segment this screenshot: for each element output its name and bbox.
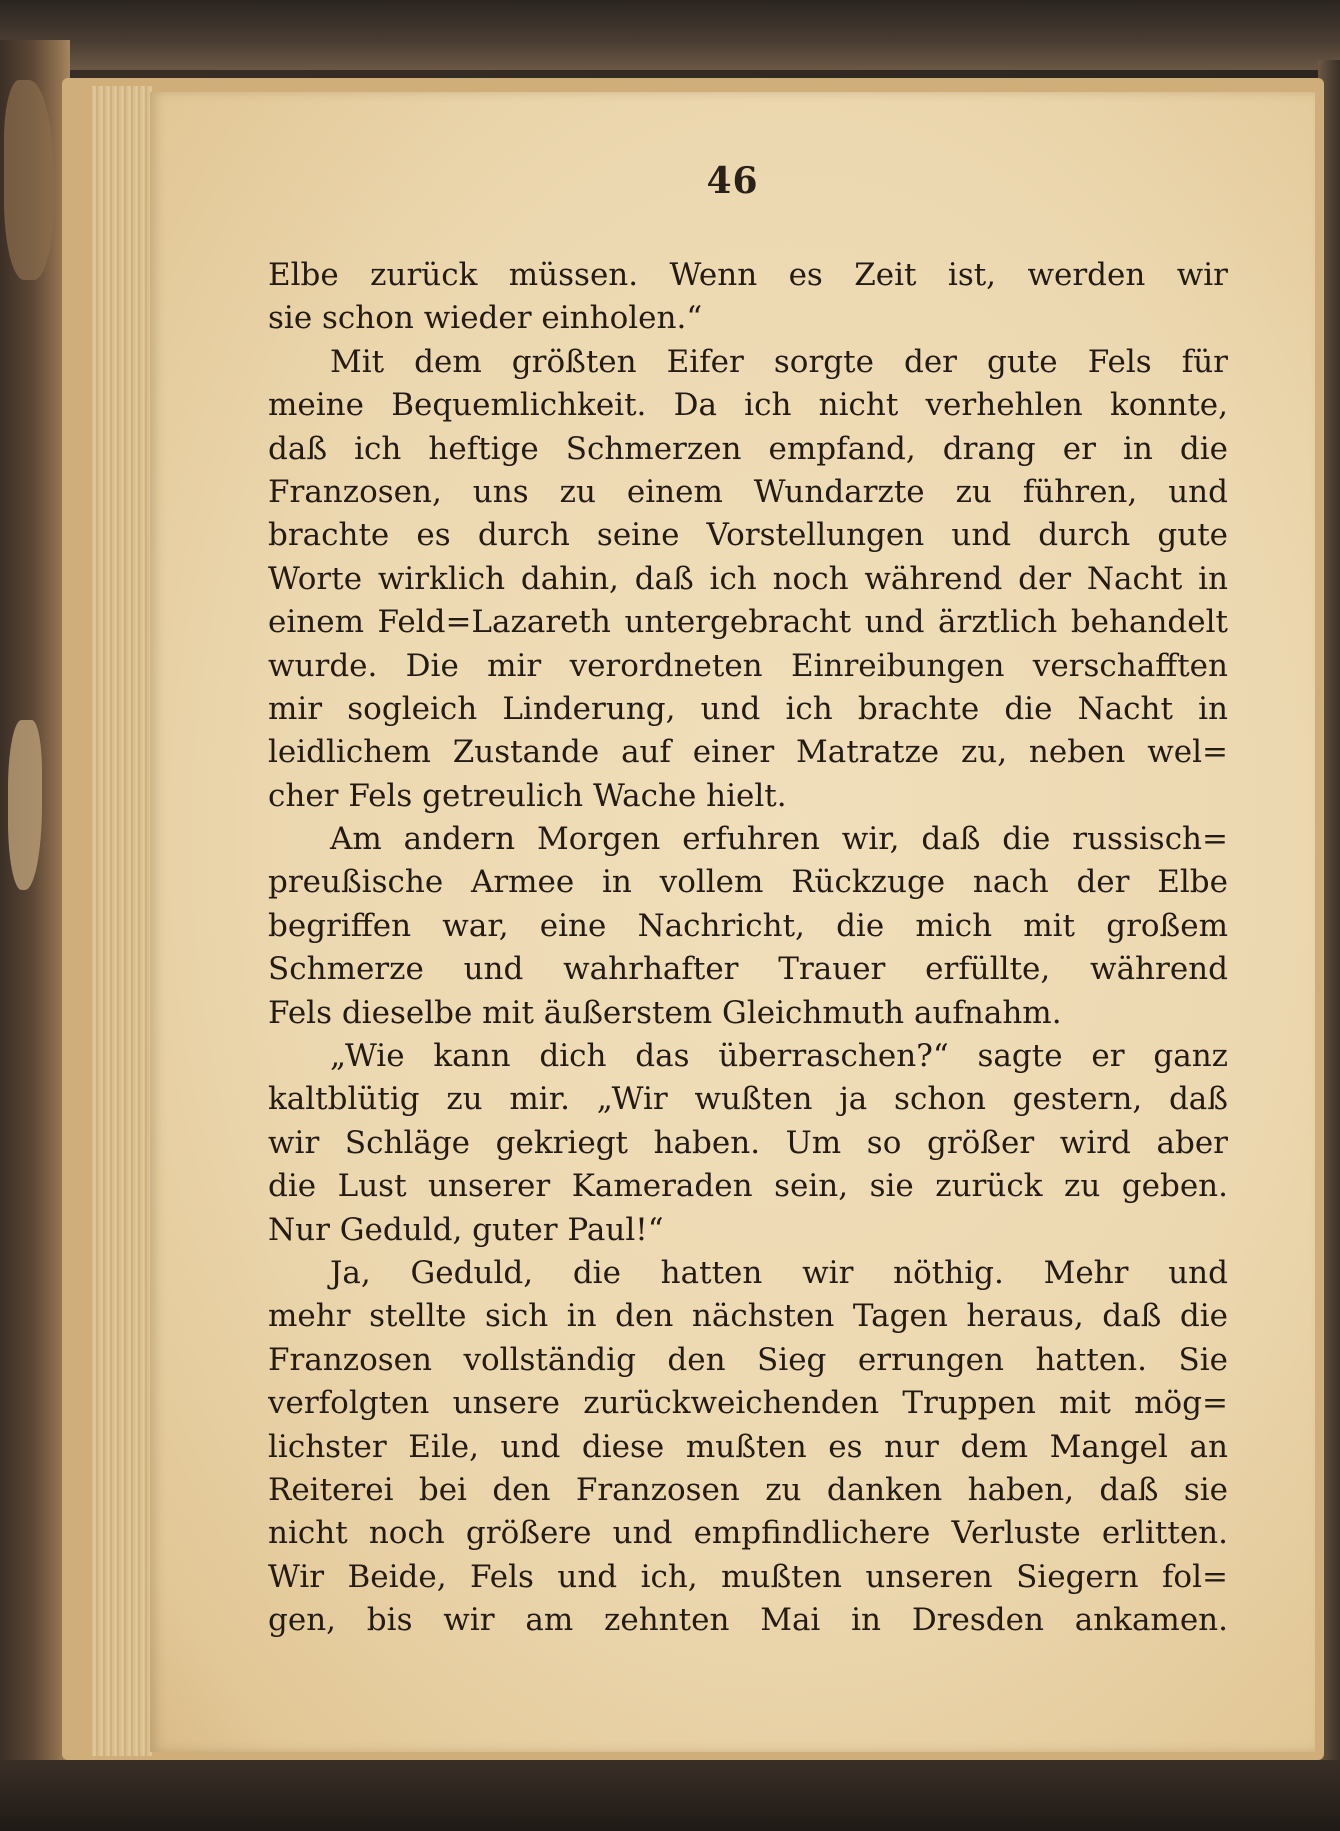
body-text <box>268 254 1228 1643</box>
page-edges <box>92 86 152 1756</box>
text-line: Schmerze und wahrhafter Trauer erfüllte, während <box>268 951 1228 988</box>
text-line: wir Schläge gekriegt haben. Um so größer wird aber <box>268 1124 1228 1161</box>
text-line: die Lust unserer Kameraden sein, sie zurück zu geben. <box>268 1168 1228 1205</box>
text-line: Wir Beide, Fels und ich, mußten unseren Siegern fol= <box>268 1558 1228 1595</box>
text-line: nicht noch größere und empfindlichere Verluste erlitten. <box>268 1515 1228 1552</box>
text-line: kaltblütig zu mir. „Wir wußten ja schon gestern, daß <box>268 1081 1228 1118</box>
text-line: brachte es durch seine Vorstellungen und durch gute <box>268 517 1228 554</box>
book-cover-spine <box>0 40 70 1831</box>
text-line: lichster Eile, und diese mußten es nur dem Mangel an <box>268 1428 1228 1465</box>
text-line: gen, bis wir am zehnten Mai in Dresden ankamen. <box>268 1602 1228 1639</box>
text-line: cher Fels getreulich Wache hielt. <box>268 777 787 814</box>
text-line: wurde. Die mir verordneten Einreibungen verschafften <box>268 647 1228 684</box>
text-line: mir sogleich Linderung, und ich brachte die Nacht in <box>268 690 1228 727</box>
text-line: Worte wirklich dahin, daß ich noch während der Nacht in <box>268 560 1228 597</box>
book-page <box>150 92 1315 1752</box>
text-line: begriffen war, eine Nachricht, die mich mit großem <box>268 907 1228 944</box>
text-line: Nur Geduld, guter Paul!“ <box>268 1211 664 1248</box>
cover-wear-mark <box>8 720 42 890</box>
text-line: leidlichem Zustande auf einer Matratze zu, neben wel= <box>268 734 1228 771</box>
text-line: Mit dem größten Eifer sorgte der gute Fels für <box>330 343 1228 380</box>
text-line: Fels dieselbe mit äußerstem Gleichmuth aufnahm. <box>268 994 1062 1031</box>
text-line: mehr stellte sich in den nächsten Tagen heraus, daß die <box>268 1298 1228 1335</box>
text-line: Franzosen vollständig den Sieg errungen hatten. Sie <box>268 1341 1228 1378</box>
text-line: Ja, Geduld, die hatten wir nöthig. Mehr und <box>330 1254 1228 1291</box>
cover-wear-mark <box>4 80 54 280</box>
page-number: 46 <box>706 160 759 202</box>
text-line: preußische Armee in vollem Rückzuge nach der Elbe <box>268 864 1228 901</box>
text-line: einem Feld=Lazareth untergebracht und ärztlich behandelt <box>268 604 1228 641</box>
text-line: verfolgten unsere zurückweichenden Truppen mit mög= <box>268 1385 1228 1422</box>
text-line: Am andern Morgen erfuhren wir, daß die russisch= <box>330 821 1228 858</box>
text-line: Franzosen, uns zu einem Wundarzte zu führen, und <box>268 473 1228 510</box>
text-line: daß ich heftige Schmerzen empfand, drang er in die <box>268 430 1228 467</box>
text-line: „Wie kann dich das überraschen?“ sagte er ganz <box>330 1038 1228 1075</box>
scan-background-bottom <box>0 1760 1340 1831</box>
text-line: sie schon wieder einholen.“ <box>268 300 703 337</box>
book-cover-top <box>0 0 1340 70</box>
text-line: Reiterei bei den Franzosen zu danken haben, daß sie <box>268 1471 1228 1508</box>
text-line: Elbe zurück müssen. Wenn es Zeit ist, werden wir <box>268 257 1228 293</box>
text-line: meine Bequemlichkeit. Da ich nicht verhehlen konnte, <box>268 387 1228 424</box>
